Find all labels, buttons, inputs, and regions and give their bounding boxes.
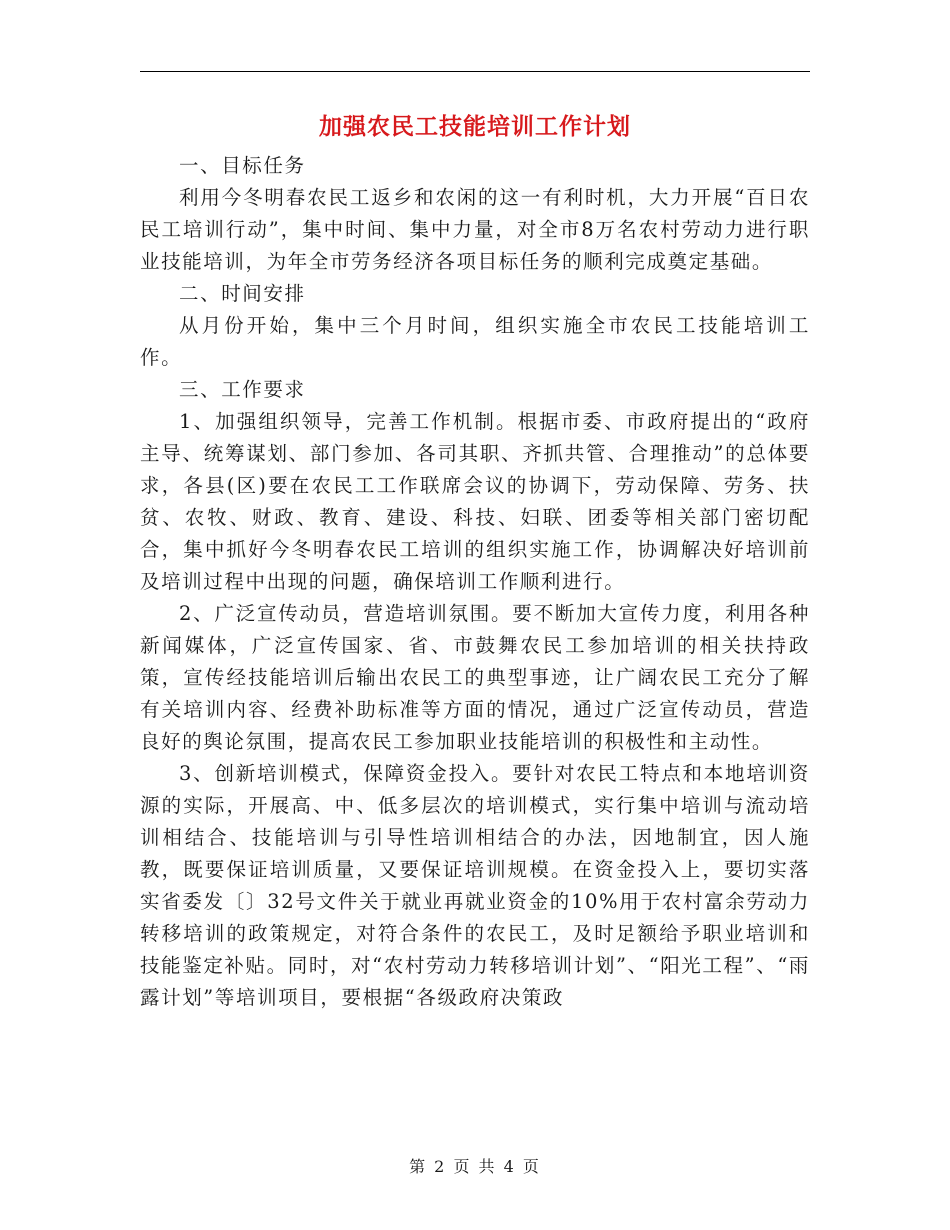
section-heading-schedule: 二、时间安排 — [179, 282, 306, 305]
section-heading-goals: 一、目标任务 — [179, 154, 306, 177]
section-heading-requirements: 三、工作要求 — [179, 378, 306, 401]
paragraph-requirement-2: 2、广泛宣传动员，营造培训氛围。要不断加大宣传力度，利用各种新闻媒体，广泛宣传国家、省、市鼓舞农民工参加培训的相关扶持政策，宣传经技能培训后输出农民工的典型事迹，让广阔农民工充分了解有关培训内容、经费补助标准等方面的情况，通过广泛宣传动员，营造良好的舆论氛围，提高农民工参加职业技能培训的积极性和主动性。 — [140, 602, 810, 753]
document-title: 加强农民工技能培训工作计划 — [319, 113, 631, 140]
header-rule — [140, 71, 810, 72]
document-body — [140, 150, 810, 1014]
page-number: 第 2 页 共 4 页 — [409, 1157, 541, 1176]
paragraph-requirement-1: 1、加强组织领导，完善工作机制。根据市委、市政府提出的“政府主导、统筹谋划、部门参加、各司其职、齐抓共管、合理推动”的总体要求，各县(区)要在农民工工作联席会议的协调下，劳动保障、劳务、扶贫、农牧、财政、教育、建设、科技、妇联、团委等相关部门密切配合，集中抓好今冬明春农民工培训的组织实施工作，协调解决好培训前及培训过程中出现的问题，确保培训工作顺利进行。 — [140, 410, 810, 593]
paragraph-goals: 利用今冬明春农民工返乡和农闲的这一有利时机，大力开展“百日农民工培训行动”，集中时间、集中力量，对全市8万名农村劳动力进行职业技能培训，为年全市劳务经济各项目标任务的顺利完成奠定基础。 — [140, 186, 810, 273]
paragraph-schedule: 从月份开始，集中三个月时间，组织实施全市农民工技能培训工作。 — [140, 314, 810, 369]
paragraph-requirement-3: 3、创新培训模式，保障资金投入。要针对农民工特点和本地培训资源的实际，开展高、中、低多层次的培训模式，实行集中培训与流动培训相结合、技能培训与引导性培训相结合的办法，因地制宜，因人施教，既要保证培训质量，又要保证培训规模。在资金投入上，要切实落实省委发〔〕32号文件关于就业再就业资金的10%用于农村富余劳动力转移培训的政策规定，对符合条件的农民工，及时足额给予职业培训和技能鉴定补贴。同时，对“农村劳动力转移培训计划”、“阳光工程”、“雨露计划”等培训项目，要根据“各级政府决策政 — [140, 762, 810, 1009]
page-footer — [0, 1154, 950, 1177]
